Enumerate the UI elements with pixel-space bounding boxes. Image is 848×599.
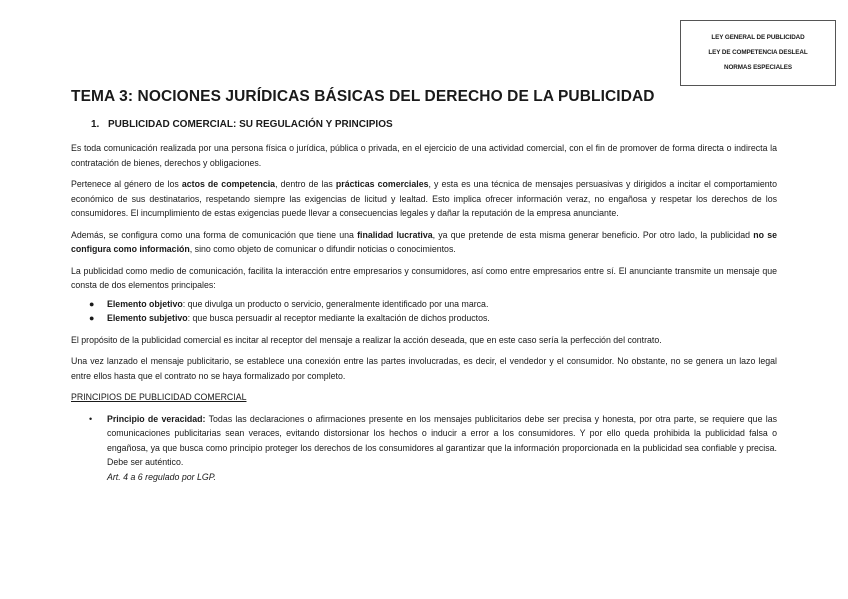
paragraph-communication: La publicidad como medio de comunicación, facilita la interacción entre empresarios y consumidores, así como entre empresarios entre sí. El anunciante transmite un mensaje que consta de dos elementos principales: bbox=[71, 265, 777, 290]
text-run: , y esta es una técnica de mensajes persuasivas y dirigidos a incitar el comportamiento económico de sus destinatarios, respetando siempre las exigencias de licitud y lealtad. Esto implica ofrecer información veraz, no engañosa y respetar los derechos de los consumidores. El incumplimiento de estas exigencias puede llevar a consecuencias legales y dañar la reputación de la empresa anunciante. bbox=[71, 179, 777, 218]
paragraph-purpose: El propósito de la publicidad comercial es incitar al receptor del mensaje a realizar la acción deseada, que en este caso sería la perfección del contrato. bbox=[71, 334, 662, 345]
document-body bbox=[71, 141, 777, 484]
text-run: Todas las declaraciones o afirmaciones presente en los mensajes publicitarios debe ser precisa y honesta, por otra parte, se requiere que las comunicaciones publicitarias sean veraces, evitando distorsionar los hechos o inducir a error a los consumidores. Y por ello queda prohibida la publicidad falsa o engañosa, ya que busca como principio proteger los derechos de los consumidores al garantizar que la información proporcionada en la publicidad sea confiable y precisa. Debe ser auténtico. bbox=[107, 413, 778, 467]
bold-term: actos de competencia bbox=[181, 179, 276, 189]
section-label: PUBLICIDAD COMERCIAL: SU REGULACIÓN Y PRINCIPIOS bbox=[108, 119, 393, 130]
elements-list bbox=[71, 297, 777, 326]
principles-list bbox=[71, 412, 777, 485]
paragraph-competition bbox=[71, 177, 777, 221]
text-run: , ya que pretende de esta misma generar beneficio. Por otro lado, la publicidad bbox=[432, 229, 754, 240]
bold-term: no se configura como información bbox=[71, 229, 777, 254]
text-run: : que busca persuadir al receptor mediante la exaltación de dichos productos. bbox=[187, 313, 490, 323]
text-run: , dentro de las bbox=[275, 179, 336, 189]
law-reference-lgp: LEY GENERAL DE PUBLICIDAD bbox=[711, 33, 805, 41]
section-heading bbox=[91, 119, 393, 130]
paragraph-connection: Una vez lanzado el mensaje publicitario, se establece una conexión entre las partes involucradas, es decir, el vendedor y el consumidor. No obstante, no se genera un lazo legal entre ellos hasta que el contrato no se haya formalizado por completo. bbox=[71, 356, 777, 381]
bold-term: prácticas comerciales bbox=[335, 179, 429, 189]
page-title: TEMA 3: NOCIONES JURÍDICAS BÁSICAS DEL DERECHO DE LA PUBLICIDAD bbox=[71, 88, 655, 105]
law-reference-lcd: LEY DE COMPETENCIA DESLEAL bbox=[708, 48, 808, 56]
list-item bbox=[89, 311, 777, 326]
list-item bbox=[89, 412, 777, 485]
law-references-box bbox=[680, 20, 836, 86]
text-run: Pertenece al género de los bbox=[71, 179, 182, 189]
text-run: , sino como objeto de comunicar o difundir noticias o conocimientos. bbox=[189, 244, 456, 254]
article-note: Art. 4 a 6 regulado por LGP. bbox=[107, 471, 216, 482]
text-run: Además, se configura como una forma de comunicación que tiene una bbox=[71, 229, 358, 240]
bullet-icon: ● bbox=[89, 298, 95, 309]
bullet-icon: • bbox=[89, 413, 93, 424]
bold-term: Principio de veracidad: bbox=[107, 413, 206, 424]
bold-term: Elemento objetivo bbox=[107, 298, 183, 309]
principles-heading: PRINCIPIOS DE PUBLICIDAD COMERCIAL bbox=[71, 392, 247, 402]
bold-term: Elemento subjetivo bbox=[107, 313, 188, 323]
bold-term: finalidad lucrativa bbox=[357, 229, 433, 240]
section-number: 1. bbox=[91, 119, 100, 130]
bullet-icon: ● bbox=[89, 313, 95, 323]
text-run: : que divulga un producto o servicio, generalmente identificado por una marca. bbox=[182, 298, 489, 309]
paragraph-definition: Es toda comunicación realizada por una persona física o jurídica, pública o privada, en el ejercicio de una actividad comercial, con el fin de promover de forma directa o indirecta la contratación de bienes, derechos y obligaciones. bbox=[71, 143, 777, 168]
paragraph-lucrative bbox=[71, 228, 777, 257]
law-reference-special: NORMAS ESPECIALES bbox=[724, 64, 792, 72]
list-item bbox=[89, 297, 777, 312]
